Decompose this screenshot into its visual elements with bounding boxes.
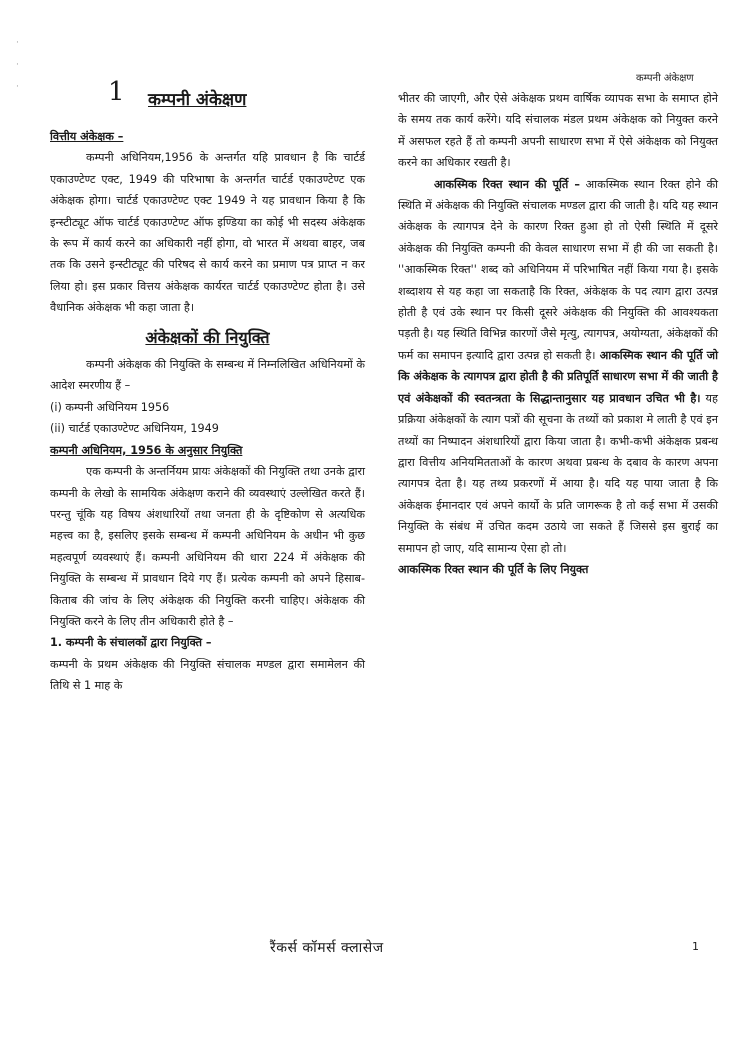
subhead-directors-appointment: 1. कम्पनी के संचालकों द्वारा नियुक्ति – (50, 636, 212, 650)
list-item-companies-act: (i) कम्पनी अधिनियम 1956 (50, 400, 170, 414)
subhead-financial-auditor: वित्तीय अंकेक्षक – (50, 130, 124, 143)
paragraph-appointment-intro: कम्पनी अंकेक्षक की नियुक्ति के सम्बन्ध में निम्नलिखित अधिनियमों के आदेश स्मरणीय हैं – (50, 358, 365, 393)
footer-brand: रैंकर्स कॉमर्स क्लासेज (270, 940, 384, 956)
running-head: कम्पनी अंकेक्षण (636, 73, 694, 84)
chapter-title: कम्पनी अंकेक्षण (148, 90, 247, 110)
paragraph-first-auditor: कम्पनी के प्रथम अंकेक्षक की नियुक्ति संचालक मण्डल द्वारा समामेलन की तिथि से 1 माह के (50, 657, 365, 693)
paragraph-casual-vacancy (398, 174, 718, 559)
right-column (398, 88, 718, 580)
paragraph-continuation: भीतर की जाएगी, और ऐसे अंकेक्षक प्रथम वार्षिक व्यापक सभा के समाप्त होने के समय तक कार्य करेंगे। यदि संचालक मंडल प्रथम अंकेक्षक को नियुक्त करने में असफल रहते हैं तो कम्पनी अपनी साधारण सभा में ऐसे अंकेक्षक को नियुक्त करने का अधिकार रखती है। (398, 92, 718, 170)
subhead-companies-act-1956: कम्पनी अधिनियम, 1956 के अनुसार नियुक्ति (50, 443, 243, 457)
paragraph-casual-vacancy-appointment: आकस्मिक रिक्त स्थान की पूर्ति के लिए नियुक्त (398, 562, 589, 576)
page-number: 1 (692, 940, 699, 953)
chapter-number: 1 (108, 77, 125, 107)
chapter-heading (50, 77, 365, 126)
casual-vacancy-heading: आकस्मिक रिक्त स्थान की पूर्ति – (434, 177, 580, 191)
paragraph-articles: एक कम्पनी के अन्तर्नियम प्रायः अंकेक्षकों की नियुक्ति तथा उनके द्वारा कम्पनी के लेखो के सामयिक अंकेक्षण कराने की व्यवस्थाएं उल्लेखित करते हैं। परन्तु चूंकि यह विषय अंशधारियों तथा जनता ही के दृष्टिकोण से अत्यधिक महत्त्व का है, इसलिए इसके सम्बन्ध में कम्पनी अधिनियम के अधीन भी कुछ महत्वपूर्ण व्यवस्थाएं हैं। कम्पनी अधिनियम की धारा 224 में अंकेक्षक की नियुक्ति के सम्बन्ध में प्रावधान दिये गए हैं। प्रत्येक कम्पनी को अपने हिसाब-किताब की जांच के लिए अंकेक्षक की नियुक्ति करनी चाहिए। अंकेक्षक की नियुक्ति करने के लिए तीन अधिकारी होते है – (50, 465, 365, 628)
section-title-appointment: अंकेक्षकों की नियुक्ति (145, 327, 270, 347)
margin-mark: · (16, 38, 19, 48)
casual-vacancy-text: आकस्मिक स्थान रिक्त होने की स्थिति में अंकेक्षक की नियुक्ति संचालक मण्डल द्वारा की जाती है। यदि यह स्थान अंकेक्षक के त्यागपत्र देने के कारण रिक्त हुआ हो तो ऐसी स्थिति में दूसरे अंकेक्षक की नियुक्ति कम्पनी की केवल साधारण सभा में ही की जा सकती है। ''आकस्मिक रिक्त'' शब्द को अधिनियम में परिभाषित नहीं किया गया है। इसके शब्दाशय से यह कहा जा सकताहै कि रिक्त, अंकेक्षक के पद त्याग द्वारा उत्पन्न होती है एवं उके स्थान पर किसी दूसरे अंकेक्षक की नियुक्ति की आवश्यकता पड़ती है। यह स्थिति विभिन्न कारणों जैसे मृत्यु, त्यागपत्र, अयोग्यता, अंकेक्षकों की फर्म का समापन इत्यादि द्वारा उत्पन्न हो सकती है। (398, 177, 718, 362)
margin-mark: · (16, 60, 19, 70)
casual-vacancy-bold-text: आकस्मिक स्थान की पूर्ति जो कि अंकेक्षक के त्यागपत्र द्वारा होती है की प्रतिपूर्ति साधारण सभा में की जाती है एवं अंकेक्षकों की स्वतन्त्रता के सिद्धान्तानुसार यह प्रावधान उचित भी है। (398, 348, 719, 405)
list-item-ca-act: (ii) चार्टर्ड एकाउण्टेण्ट अधिनियम, 1949 (50, 422, 219, 436)
paragraph-financial-auditor: कम्पनी अधिनियम,1956 के अन्तर्गत यहि प्रावधान है कि चार्टर्ड एकाउण्टेण्ट एक्ट, 1949 की परिभाषा के अन्तर्गत चार्टर्ड एकाउण्टेण्ट एक अंकेक्षक होगा। चार्टर्ड एकाउण्टेण्ट एक्ट 1949 ने यह प्रावधान किया है कि इन्स्टीट्यूट ऑफ चार्टर्ड एकाउण्टेण्ट ऑफ इण्डिया का कोई भी सदस्य अंकेक्षक के रूप में कार्य करने का अधिकारी नहीं होगा, वो भारत में अथवा बाहर, जब तक कि उसने इन्स्टीट्यूट की परिषद से कार्य करने का प्रमाण पत्र प्राप्त न कर लिया हो। इस प्रकार वित्तय अंकेक्षक कार्यरत चार्टर्ड एकाउण्टेण्ट होता है। उसे वैधानिक अंकेक्षक भी कहा जाता है। (50, 151, 365, 315)
casual-vacancy-rest-text: यह प्रक्रिया अंकेक्षकों के त्याग पत्रों की सूचना के तथ्यों को प्रकाश मे लाती है एवं इन तथ्यों का निष्पादन अंशधारियों द्वारा किया जाता है। कभी-कभी अंकेक्षक प्रबन्ध द्वारा वित्तीय अनियमितताओं के कारण अथवा प्रबन्ध के दबाव के कारण अपना त्यागपत्र देता है। यह तथ्य प्रकरणों में आया है। यदि यह पाया जाता है कि अंकेक्षक ईमानदार एवं अपने कार्यो के प्रति जागरूक है तो कई सभा में उसकी नियुक्ति के संबंध में उचित कदम उठाये जा सकते हैं जिससे इस बुराई का समापन हो जाए, यदि सामान्य ऐसा हो तो। (398, 391, 718, 555)
margin-mark: · (16, 82, 19, 92)
left-column (50, 77, 365, 697)
